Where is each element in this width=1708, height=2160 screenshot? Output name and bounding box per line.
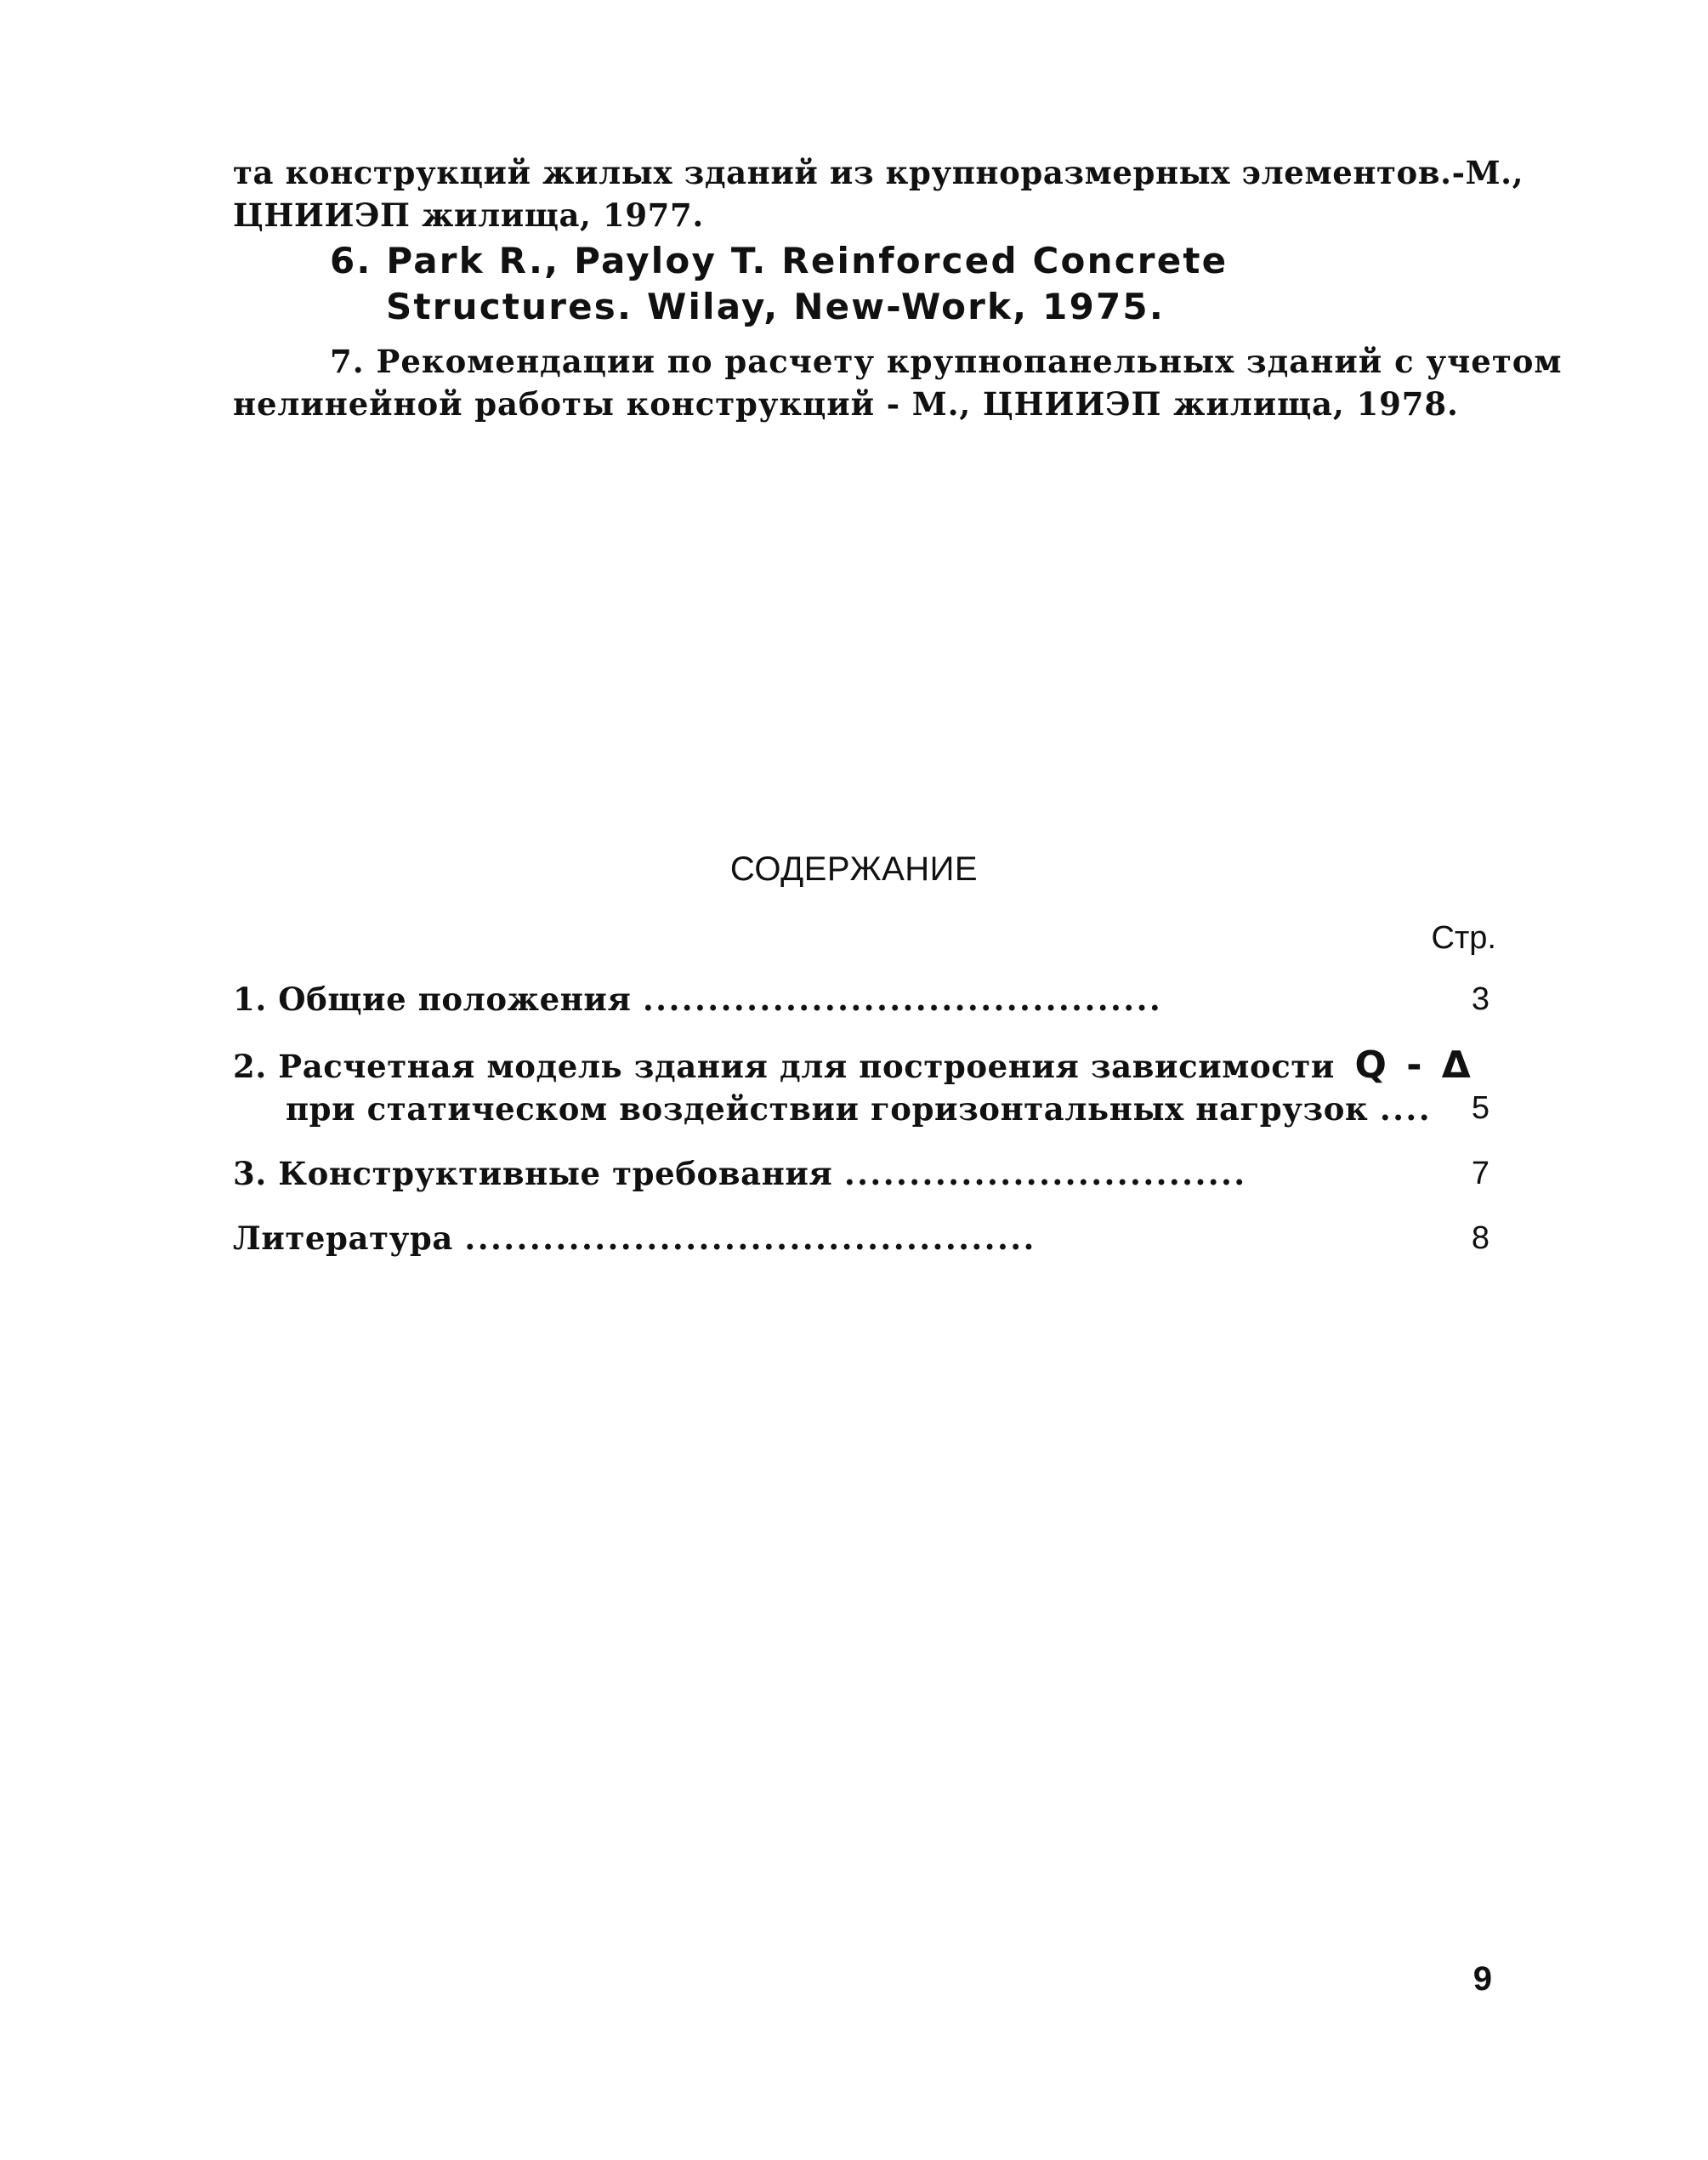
toc-entry-page: 3 [1471,981,1490,1017]
toc-entry-page: 5 [1471,1090,1490,1126]
reference-5-text: та конструкций жилых зданий из крупноразмерных элементов.- [233,154,1466,191]
toc-entry-literature[interactable] [233,1217,1496,1259]
toc-leader-dots: .... [1379,1090,1432,1128]
toc-entry-2[interactable] [233,1044,1496,1130]
toc-entry-page: 8 [1471,1220,1490,1256]
reference-7-line2: нелинейной работы конструкций - М., ЦНИИЭП жилища, 1978. [233,385,1459,423]
toc-entry-title: 2. Расчетная модель здания для построения зависимости [233,1048,1335,1085]
reference-6-line1: 6. Park R., Payloy T. Reinforced Concrete [330,240,1229,281]
toc-leader-dots: ............................................ [464,1219,1036,1257]
toc-leader-dots: ........................................ [642,981,1163,1018]
references-list [233,151,1563,425]
page-number: 9 [1473,1960,1492,1998]
page-column-label: Стр. [1431,920,1496,956]
toc-entry-page: 7 [1471,1156,1490,1191]
toc-leader-dots: ............................... [843,1155,1247,1192]
reference-5-publisher: М., [1465,154,1524,191]
contents-title: СОДЕРЖАНИЕ [729,850,979,888]
table-of-contents [233,978,1496,1259]
toc-entry-title: 3. Конструктивные требования [233,1155,833,1192]
reference-7-line1: 7. Рекомендации по расчету крупнопанельных зданий с учетом [330,343,1563,380]
reference-6-line2: Structures. Wilay, New-Work, 1975. [386,286,1165,327]
toc-entry-title: Литература [233,1219,453,1257]
toc-entry-1[interactable] [233,978,1496,1020]
toc-entry-title: 1. Общие положения [233,981,632,1018]
toc-entry-3[interactable] [233,1152,1496,1195]
toc-entry-title-line2: при статическом воздействии горизонтальных нагрузок [286,1090,1369,1128]
q-delta-symbol: Q - Δ [1354,1043,1474,1087]
reference-5-continuation [233,151,1524,194]
reference-5-line2: ЦНИИЭП жилища, 1977. [233,196,704,234]
